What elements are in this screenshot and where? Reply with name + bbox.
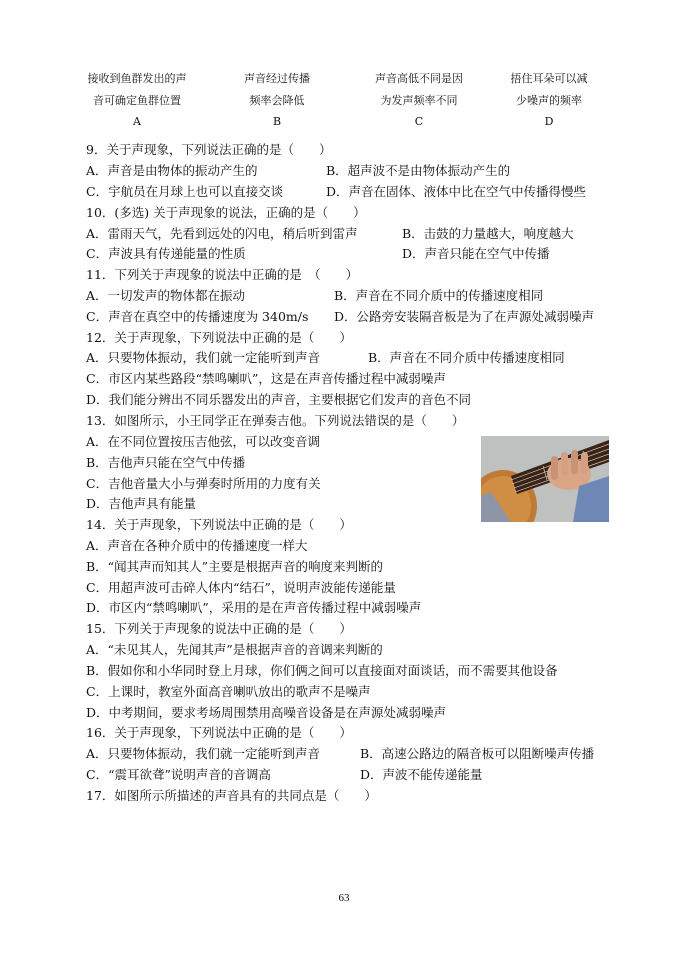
q9-stem: 9．关于声现象，下列说法正确的是（ ） <box>86 142 332 157</box>
q12-option-d: D．我们能分辨出不同乐器发出的声音，主要根据它们发声的音色不同 <box>86 392 472 407</box>
guitar-illustration <box>481 436 609 522</box>
q14-option-b: B．“闻其声而知其人”主要是根据声音的响度来判断的 <box>86 559 383 574</box>
caption-c-line1: 声音高低不同是因 <box>375 72 463 85</box>
q12-option-a: A．只要物体振动，我们就一定能听到声音 <box>86 350 321 365</box>
q14-option-a: A．声音在各种介质中的传播速度一样大 <box>86 538 308 553</box>
caption-b-letter: B <box>272 115 282 128</box>
q9-option-a: A．声音是由物体的振动产生的 <box>86 163 258 178</box>
q16-option-c: C．“震耳欲聋”说明声音的音调高 <box>86 767 271 782</box>
q11-option-d: D．公路旁安装隔音板是为了在声源处减弱噪声 <box>334 309 595 324</box>
caption-c-line2: 为发声频率不同 <box>380 94 458 107</box>
q13-stem: 13．如图所示，小王同学正在弹奏吉他。下列说法错误的是（ ） <box>86 413 465 428</box>
caption-c <box>344 68 494 132</box>
caption-d <box>474 68 624 132</box>
q11-stem: 11．下列关于声现象的说法中正确的是 （ ） <box>86 267 359 282</box>
q13-option-c: C．吉他音量大小与弹奏时所用的力度有关 <box>86 476 321 491</box>
q16-option-b: B．高速公路边的隔音板可以阻断噪声传播 <box>360 746 595 761</box>
caption-a-line2: 音可确定鱼群位置 <box>93 94 181 107</box>
caption-c-letter: C <box>414 115 424 128</box>
q16-option-a: A．只要物体振动，我们就一定能听到声音 <box>86 746 321 761</box>
q16-option-d: D．声波不能传递能量 <box>360 767 483 782</box>
q15-option-b: B．假如你和小华同时登上月球，你们俩之间可以直接面对面谈话，而不需要其他设备 <box>86 663 558 678</box>
page-number: 63 <box>338 892 350 904</box>
q13-option-d: D．吉他声具有能量 <box>86 496 197 511</box>
q13-option-a: A．在不同位置按压吉他弦，可以改变音调 <box>86 434 321 449</box>
q12-option-c: C．市区内某些路段“禁鸣喇叭”，这是在声音传播过程中减弱噪声 <box>86 371 446 386</box>
caption-d-letter: D <box>544 115 554 128</box>
q11-option-b: B．声音在不同介质中的传播速度相同 <box>334 288 544 303</box>
q11-option-a: A．一切发声的物体都在振动 <box>86 288 246 303</box>
q9-option-d: D．声音在固体、液体中比在空气中传播得慢些 <box>326 184 587 199</box>
q14-option-c: C．用超声波可击碎人体内“结石”，说明声波能传递能量 <box>86 580 396 595</box>
q10-option-a: A．雷雨天气，先看到远处的闪电，稍后听到雷声 <box>86 226 358 241</box>
guitar-photo <box>481 436 609 522</box>
q11-option-c: C．声音在真空中的传播速度为 340m/s <box>86 309 309 324</box>
caption-a-letter: A <box>133 115 141 128</box>
q13-option-b: B．吉他声只能在空气中传播 <box>86 455 246 470</box>
q9-option-b: B．超声波不是由物体振动产生的 <box>326 163 511 178</box>
q10-option-d: D．声音只能在空气中传播 <box>402 246 550 261</box>
caption-a <box>62 68 212 132</box>
caption-b-line1: 声音经过传播 <box>244 72 310 85</box>
q10-stem: 10．(多选) 关于声现象的说法，正确的是（ ） <box>86 205 366 220</box>
q10-option-c: C．声波具有传递能量的性质 <box>86 246 246 261</box>
q12-stem: 12．关于声现象，下列说法中正确的是（ ） <box>86 330 352 345</box>
q14-option-d: D．市区内“禁鸣喇叭”，采用的是在声音传播过程中减弱噪声 <box>86 600 422 615</box>
q12-option-b: B．声音在不同介质中传播速度相同 <box>368 350 565 365</box>
q15-option-c: C．上课时，教室外面高音喇叭放出的歌声不是噪声 <box>86 684 371 699</box>
q17-stem: 17．如图所示所描述的声音具有的共同点是（ ） <box>86 788 377 803</box>
q15-option-a: A．“未见其人，先闻其声”是根据声音的音调来判断的 <box>86 642 383 657</box>
caption-d-line1: 捂住耳朵可以减 <box>510 72 588 85</box>
caption-d-line2: 少噪声的频率 <box>516 94 582 107</box>
q16-stem: 16．关于声现象，下列说法中正确的是（ ） <box>86 725 352 740</box>
caption-b-line2: 频率会降低 <box>249 94 305 107</box>
caption-b <box>202 68 352 132</box>
q15-stem: 15．下列关于声现象的说法中正确的是（ ） <box>86 621 352 636</box>
caption-a-line1: 接收到鱼群发出的声 <box>87 72 187 85</box>
q9-option-c: C．宇航员在月球上也可以直接交谈 <box>86 184 284 199</box>
q15-option-d: D．中考期间，要求考场周围禁用高噪音设备是在声源处减弱噪声 <box>86 705 447 720</box>
q14-stem: 14．关于声现象，下列说法中正确的是（ ） <box>86 517 352 532</box>
q10-option-b: B．击鼓的力量越大，响度越大 <box>402 226 574 241</box>
